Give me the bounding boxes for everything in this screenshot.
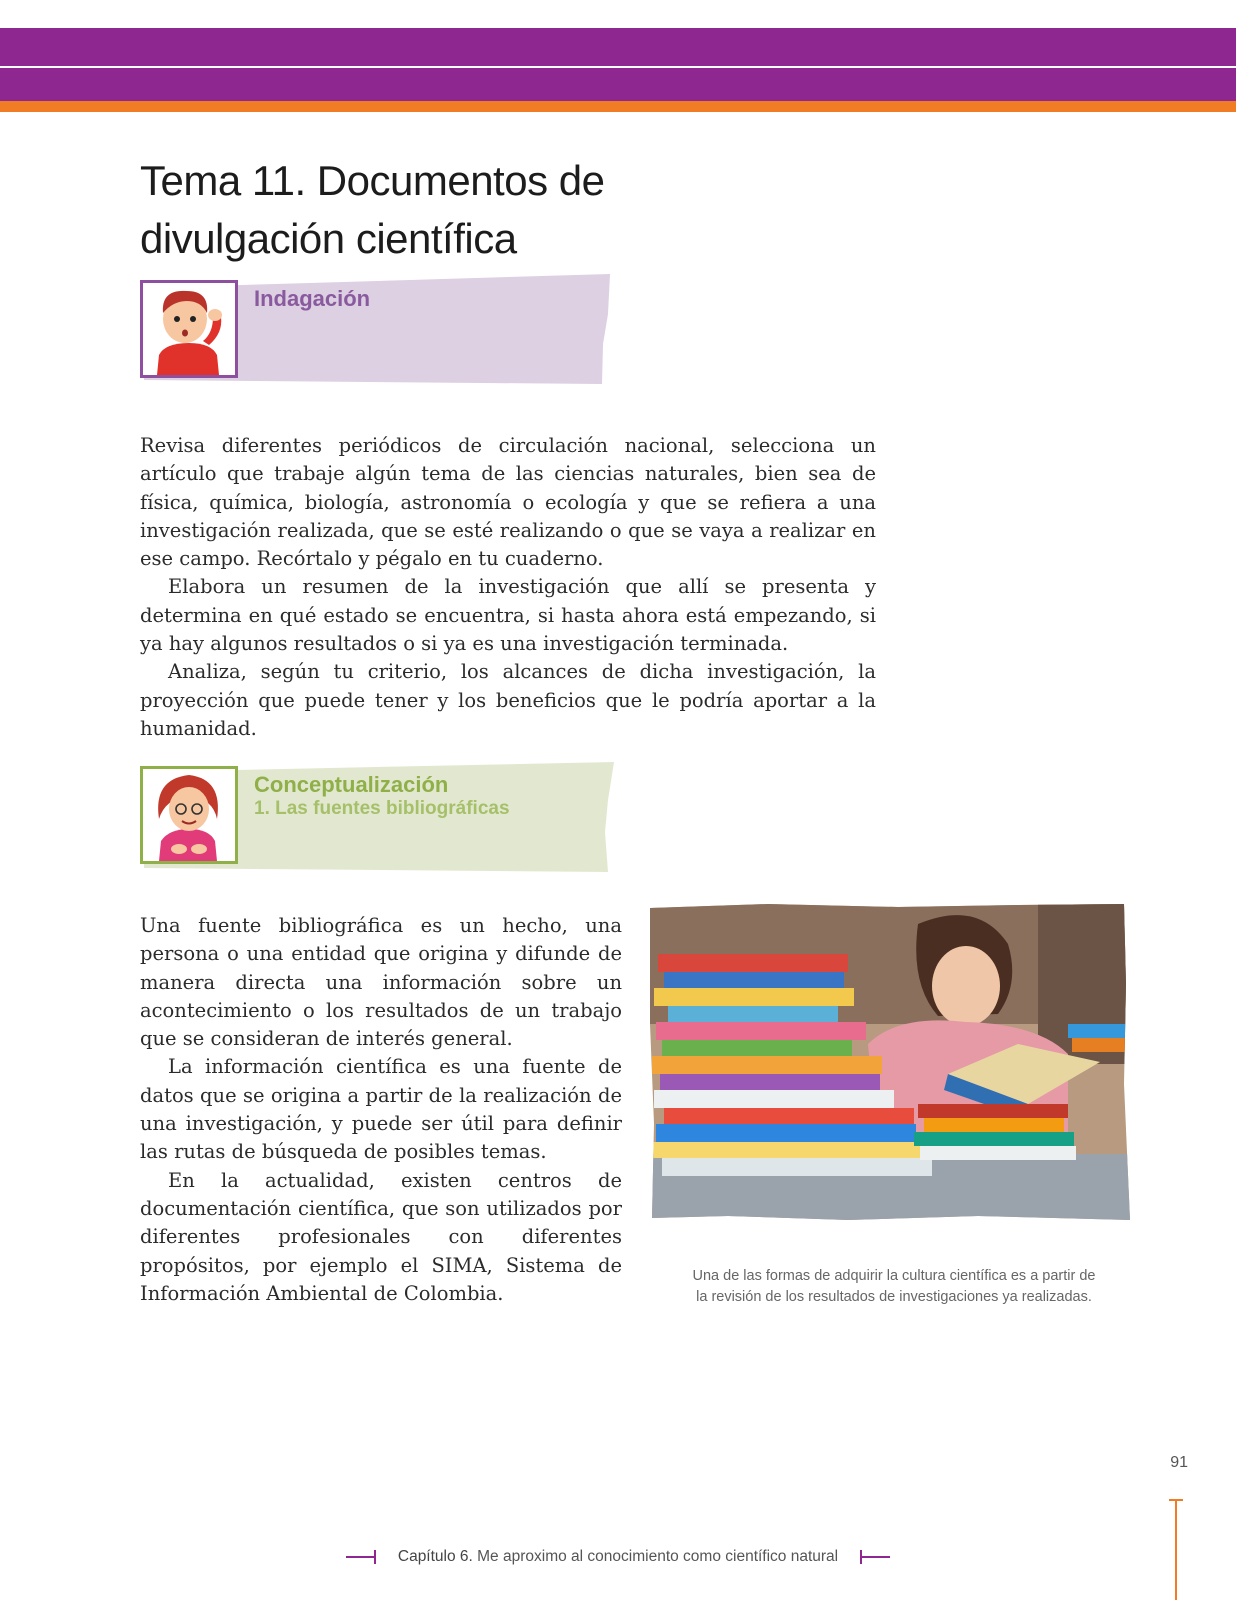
- conceptualizacion-paragraph-3: En la actualidad, existen centros de documentación científica, que son utilizados por diferentes profesionales con diferentes propósitos, por ejemplo el SIMA, Sistema de Información Ambiental de Colombia.: [140, 1168, 622, 1305]
- indagacion-paragraph-3: Analiza, según tu criterio, los alcances de dicha investigación, la proyección que puede tener y los beneficios que le podría aportar a la humanidad.: [140, 660, 876, 740]
- footer-left-ornament: [346, 1550, 376, 1564]
- photo-caption-line-2: la revisión de los resultados de investigaciones ya realizadas.: [696, 1289, 1092, 1305]
- photo-caption-line-1: Una de las formas de adquirir la cultura científica es a partir de: [692, 1268, 1096, 1284]
- page-number: 91: [1170, 1454, 1188, 1471]
- indagacion-text: [140, 432, 876, 743]
- thinking-boy-icon: [140, 280, 238, 378]
- conceptualizacion-paragraph-2: La información científica es una fuente de datos que se origina a partir de la realización de una investigación, y puede ser útil para definir las rutas de búsqueda de posibles temas.: [140, 1055, 622, 1164]
- page-title-line-2: divulgación científica: [140, 215, 517, 262]
- conceptualizacion-text: [140, 912, 622, 1308]
- conceptualizacion-banner: [140, 760, 620, 872]
- page-title-line-1: Tema 11. Documentos de: [140, 157, 605, 204]
- conceptualizacion-paragraph-1: Una fuente bibliográfica es un hecho, una persona o una entidad que origina y difunde de manera directa una información sobre un acontecimiento o los resultados de un trabajo que se consideran de interés general.: [140, 914, 622, 1051]
- header-band-bottom: [0, 68, 1236, 101]
- header-orange-stripe: [0, 101, 1236, 112]
- indagacion-paragraph-1: Revisa diferentes periódicos de circulación nacional, selecciona un artículo que trabaje algún tema de las ciencias naturales, bien sea de física, química, biología, astronomía o ecología y que se refiera a una investigación realizada, que se esté realizando o que se vaya a realizar en ese campo. Recórtalo y pégalo en tu cuaderno.: [140, 434, 876, 571]
- indagacion-banner: [140, 274, 620, 386]
- indagacion-paragraph-2: Elabora un resumen de la investigación que allí se presenta y determina en qué estado se encuentra, si hasta ahora está empezando, si ya hay algunos resultados o si ya es una investigación terminada.: [140, 575, 876, 656]
- footer-chapter-label: Capítulo 6.: [397, 1548, 473, 1565]
- page-footer: [0, 1548, 1236, 1566]
- girl-with-glasses-icon: [140, 766, 238, 864]
- indagacion-heading: Indagación: [254, 286, 371, 311]
- photo-caption: [664, 1266, 1124, 1308]
- header-band-top: [0, 28, 1236, 66]
- footer-right-ornament: [860, 1550, 890, 1564]
- footer-chapter-title: Me aproximo al conocimiento como científico natural: [472, 1548, 839, 1565]
- conceptualizacion-heading: Conceptualización: [254, 772, 449, 797]
- conceptualizacion-subheading: 1. Las fuentes bibliográficas: [254, 798, 510, 819]
- photo-girl-reading-books: [648, 904, 1132, 1222]
- page-title: [140, 152, 840, 268]
